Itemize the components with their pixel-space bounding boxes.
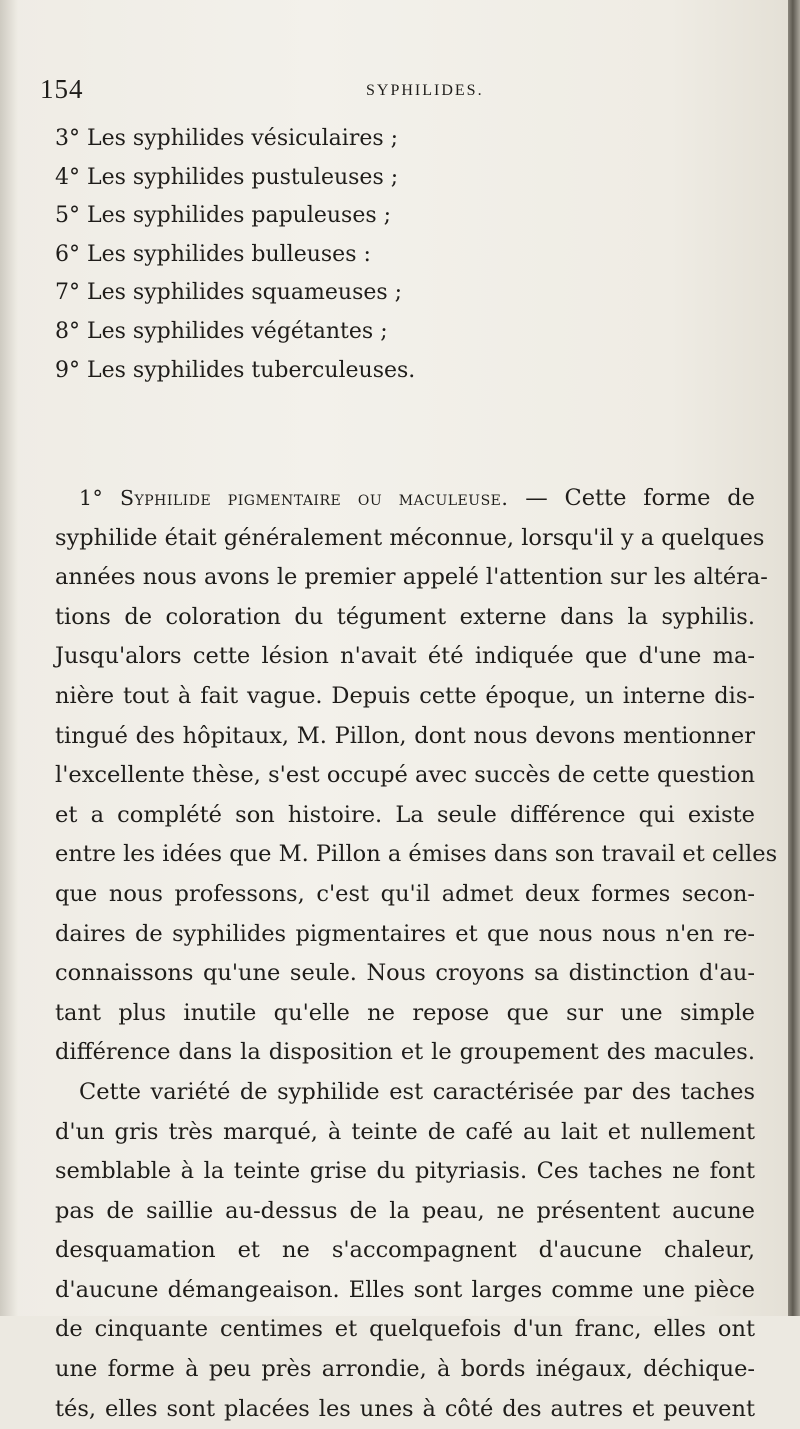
section-heading: 1° Syphilide pigmentaire ou maculeuse. — [79, 486, 509, 510]
text-line: Jusqu'alors cette lésion n'avait été indiquée que d'une ma- — [55, 643, 755, 670]
text-line: syphilide était généralement méconnue, lorsqu'il y a quelques — [55, 524, 765, 551]
running-head: SYPHILIDES. — [366, 82, 484, 99]
text-line: d'aucune démangeaison. Elles sont larges comme une pièce — [55, 1276, 755, 1303]
section-lead: — Cette forme de — [508, 485, 755, 511]
text-line: une forme à peu près arrondie, à bords inégaux, déchique- — [55, 1356, 755, 1383]
text-line: daires de syphilides pigmentaires et que nous nous n'en re- — [55, 920, 755, 947]
text-line: et a complété son histoire. La seule différence qui existe — [55, 801, 755, 828]
list-item: 7° Les syphilides squameuses ; — [55, 280, 403, 306]
text-line: tions de coloration du tégument externe dans la syphilis. — [55, 603, 755, 630]
gutter-shadow — [0, 0, 18, 1316]
body-text — [55, 479, 778, 1429]
list-item: 9° Les syphilides tuberculeuses. — [55, 357, 416, 383]
text-line: Cette variété de syphilide est caractérisée par des taches — [79, 1078, 755, 1105]
list-item: 3° Les syphilides vésiculaires ; — [55, 126, 399, 151]
text-line: semblable à la teinte grise du pityriasis. Ces taches ne font — [55, 1158, 755, 1185]
text-line: années nous avons le premier appelé l'attention sur les altéra- — [55, 564, 768, 591]
text-line: pas de saillie au-dessus de la peau, ne présentent aucune — [55, 1197, 755, 1224]
page-header — [40, 74, 740, 106]
text-line: d'un gris très marqué, à teinte de café au lait et nullement — [55, 1118, 755, 1145]
page-edge — [788, 0, 800, 1316]
text-line: connaissons qu'une seule. Nous croyons sa distinction d'au- — [55, 960, 755, 987]
syphilides-list — [55, 120, 415, 390]
list-item: 6° Les syphilides bulleuses : — [55, 241, 371, 267]
text-line: que nous professons, c'est qu'il admet deux formes secon- — [55, 880, 755, 907]
text-line: tés, elles sont placées les unes à côté des autres et peuvent — [55, 1395, 755, 1422]
text-line — [55, 479, 755, 519]
list-item: 8° Les syphilides végétantes ; — [55, 318, 388, 344]
text-line: nière tout à fait vague. Depuis cette époque, un interne dis- — [55, 682, 755, 709]
list-item: 4° Les syphilides pustuleuses ; — [55, 164, 399, 190]
text-line: desquamation et ne s'accompagnent d'aucune chaleur, — [55, 1237, 755, 1264]
page-number: 154 — [40, 74, 84, 104]
text-line: tant plus inutile qu'elle ne repose que sur une simple — [55, 999, 755, 1026]
text-line: de cinquante centimes et quelquefois d'un franc, elles ont — [55, 1316, 755, 1343]
text-line: tingué des hôpitaux, M. Pillon, dont nous devons mentionner — [55, 722, 755, 749]
text-line: l'excellente thèse, s'est occupé avec succès de cette question — [55, 762, 755, 789]
text-line: différence dans la disposition et le groupement des macules. — [55, 1039, 755, 1066]
text-line: entre les idées que M. Pillon a émises dans son travail et celles — [55, 841, 778, 868]
list-item: 5° Les syphilides papuleuses ; — [55, 203, 392, 229]
